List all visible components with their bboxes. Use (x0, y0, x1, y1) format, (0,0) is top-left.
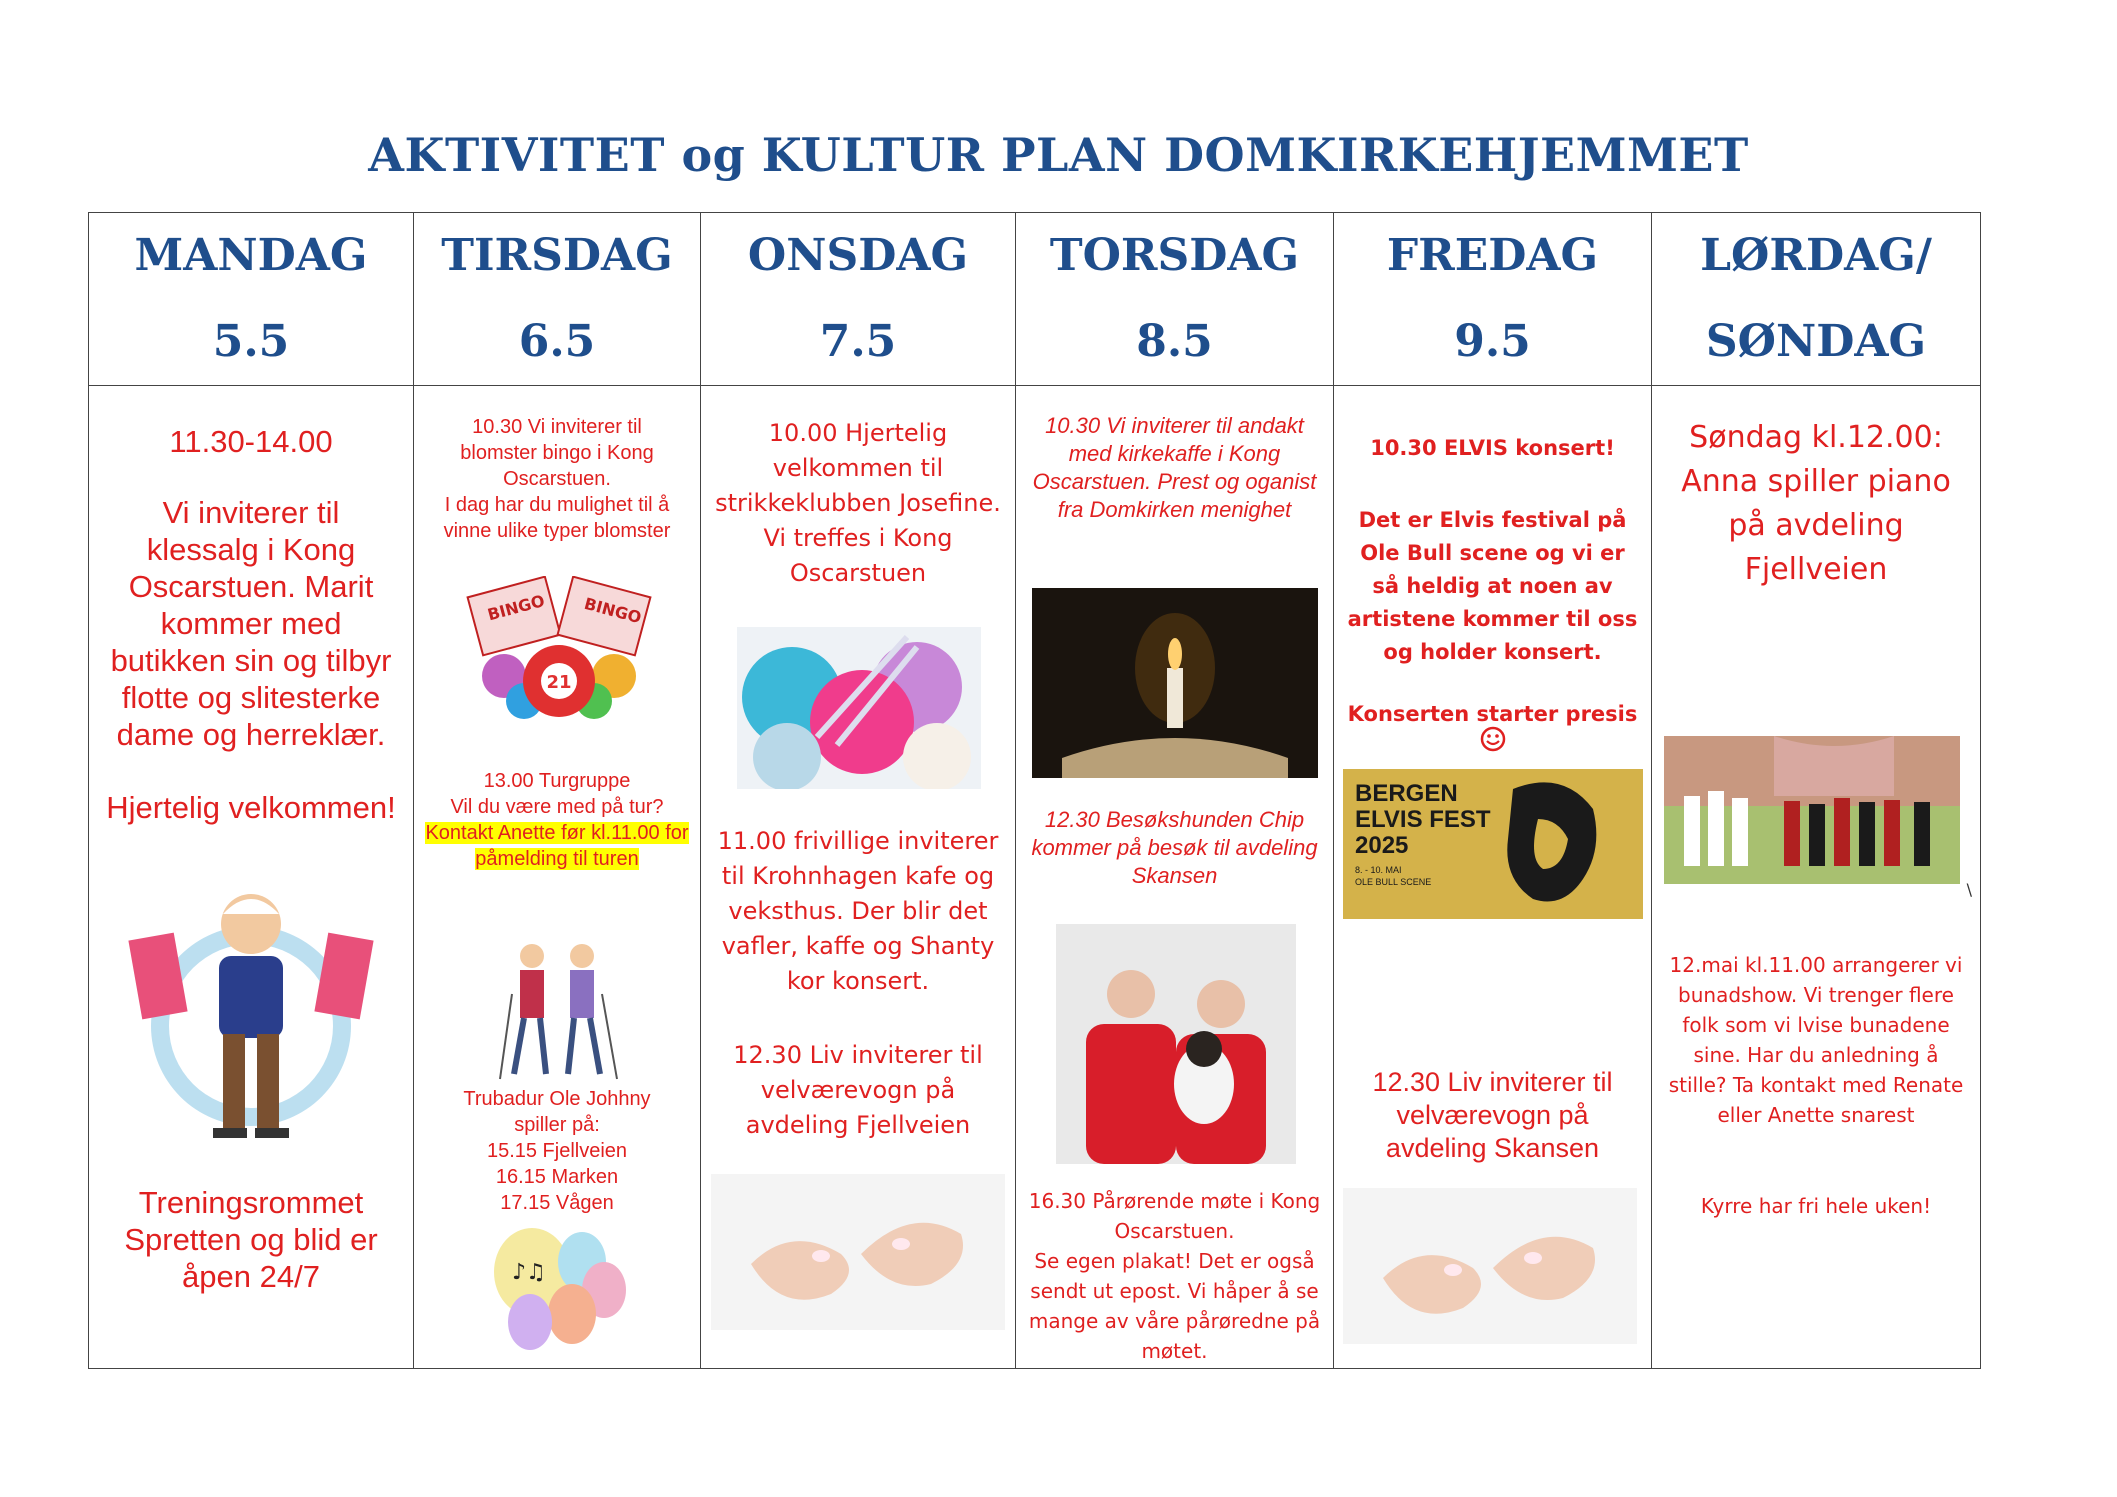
tuesday-walk-contact: Kontakt Anette før kl.11.00 for påmelding til turen (425, 822, 689, 870)
header-weekend: LØRDAG/ SØNDAG (1652, 213, 1981, 386)
smiley-icon (1480, 726, 1506, 752)
elvis-fest-poster (1343, 769, 1643, 919)
friday-festival-text: Det er Elvis festival på Ole Bull scene og vi er så heldig at noen av artistene kommer til oss og holder konsert. (1347, 508, 1638, 664)
tuesday-troubadour: Trubadur Ole Johhny spiller på: 15.15 Fjellveien 16.15 Marken 17.15 Vågen (463, 1088, 651, 1214)
monday-welcome: Hjertelig velkommen! (106, 790, 396, 825)
walking-seniors-illustration (482, 934, 632, 1084)
weekend-piano-text: Søndag kl.12.00: Anna spiller piano på avdeling Fjellveien (1681, 420, 1951, 587)
weekend-cell (1652, 386, 1981, 1369)
svg-text:BINGO: BINGO (582, 593, 644, 628)
weekend-kyrre-text: Kyrre har fri hele uken! (1700, 1194, 1932, 1218)
bingo-illustration (464, 576, 654, 726)
tuesday-bingo-text2: I dag har du mulighet til å vinne ulike typer blomster (443, 494, 671, 542)
header-friday: FREDAG 9.5 (1334, 213, 1652, 386)
monday-gym: Treningsrommet Spretten og blid er åpen 24/7 (124, 1185, 378, 1294)
thursday-dog-text: 12.30 Besøkshunden Chip kommer på besøk til avdeling Skansen (1031, 807, 1318, 888)
dog-visit-photo (1056, 924, 1296, 1164)
music-balloons-illustration (482, 1224, 632, 1356)
svg-text:ELVIS FEST: ELVIS FEST (1355, 806, 1491, 833)
candle-bible-photo (1032, 588, 1318, 778)
wednesday-cafe-text: 11.00 frivillige inviterer til Krohnhagen kafe og veksthus. Der blir det vafler, kaffe og Shanty kor konsert. (717, 827, 999, 995)
header-thursday: TORSDAG 8.5 (1016, 213, 1334, 386)
thursday-church-text: 10.30 Vi inviterer til andakt med kirkekaffe i Kong Oscarstuen. Prest og oganist fra Domkirken menighet (1032, 413, 1317, 522)
bunad-group-photo (1664, 736, 1960, 884)
header-row (89, 213, 1981, 386)
monday-time: 11.30-14.00 (169, 424, 333, 459)
header-wednesday: ONSDAG 7.5 (701, 213, 1016, 386)
svg-text:8. - 10. MAI: 8. - 10. MAI (1355, 865, 1402, 875)
friday-cell (1334, 386, 1652, 1369)
header-tuesday: TIRSDAG 6.5 (414, 213, 701, 386)
svg-text:21: 21 (546, 672, 572, 693)
svg-text:OLE BULL SCENE: OLE BULL SCENE (1355, 877, 1432, 887)
weekend-bunad-text: 12.mai kl.11.00 arrangerer vi bunadshow. Vi trenger flere folk som vi lvise bunadene sine. Har du anledning å stille? Ta kontakt med Renate eller Anette snarest (1668, 953, 1964, 1127)
header-monday: MANDAG 5.5 (89, 213, 414, 386)
page-title: AKTIVITET og KULTUR PLAN DOMKIRKEHJEMMET (368, 128, 1749, 182)
wednesday-knitting-text: 10.00 Hjertelig velkommen til strikkeklubben Josefine. Vi treffes i Kong Oscarstuen (715, 419, 1001, 587)
svg-text:2025: 2025 (1355, 832, 1409, 859)
monday-cell (89, 386, 414, 1369)
weekend-slash: \ (1966, 880, 1972, 899)
friday-spa-text: 12.30 Liv inviterer til velværevogn på avdeling Skansen (1372, 1067, 1613, 1163)
svg-text:BERGEN: BERGEN (1355, 780, 1458, 807)
monday-text: Vi inviterer til klessalg i Kong Oscarstuen. Marit kommer med butikken sin og tilbyr flotte og slitesterke dame og herreklær. (110, 495, 392, 752)
friday-elvis-title: 10.30 ELVIS konsert! (1370, 436, 1615, 460)
wednesday-cell (701, 386, 1016, 1369)
manicure-hands-photo (711, 1174, 1005, 1330)
thursday-meeting-text: 16.30 Pårørende møte i Kong Oscarstuen. Se egen plakat! Det er også sendt ut epost. Vi håper å se mange av våre pårøredne på møtet. (1028, 1189, 1321, 1363)
tuesday-cell (414, 386, 701, 1369)
content-row (89, 386, 1981, 1369)
thursday-cell (1016, 386, 1334, 1369)
wednesday-spa-text: 12.30 Liv inviterer til velværevogn på avdeling Fjellveien (733, 1041, 983, 1139)
svg-text:♪♫: ♪♫ (512, 1260, 546, 1285)
yarn-balls-photo (737, 627, 981, 789)
tuesday-walk-question: Vil du være med på tur? (450, 796, 664, 818)
tuesday-walk-title: 13.00 Turgruppe (483, 770, 631, 792)
friday-start-text: Konserten starter presis (1334, 702, 1651, 752)
shopping-man-illustration (111, 866, 391, 1146)
svg-text:BINGO: BINGO (485, 590, 547, 625)
activity-plan-table (88, 212, 1981, 1369)
tuesday-bingo-text: 10.30 Vi inviterer til blomster bingo i Kong Oscarstuen. (460, 416, 654, 490)
manicure-hands-photo-2 (1343, 1188, 1637, 1344)
